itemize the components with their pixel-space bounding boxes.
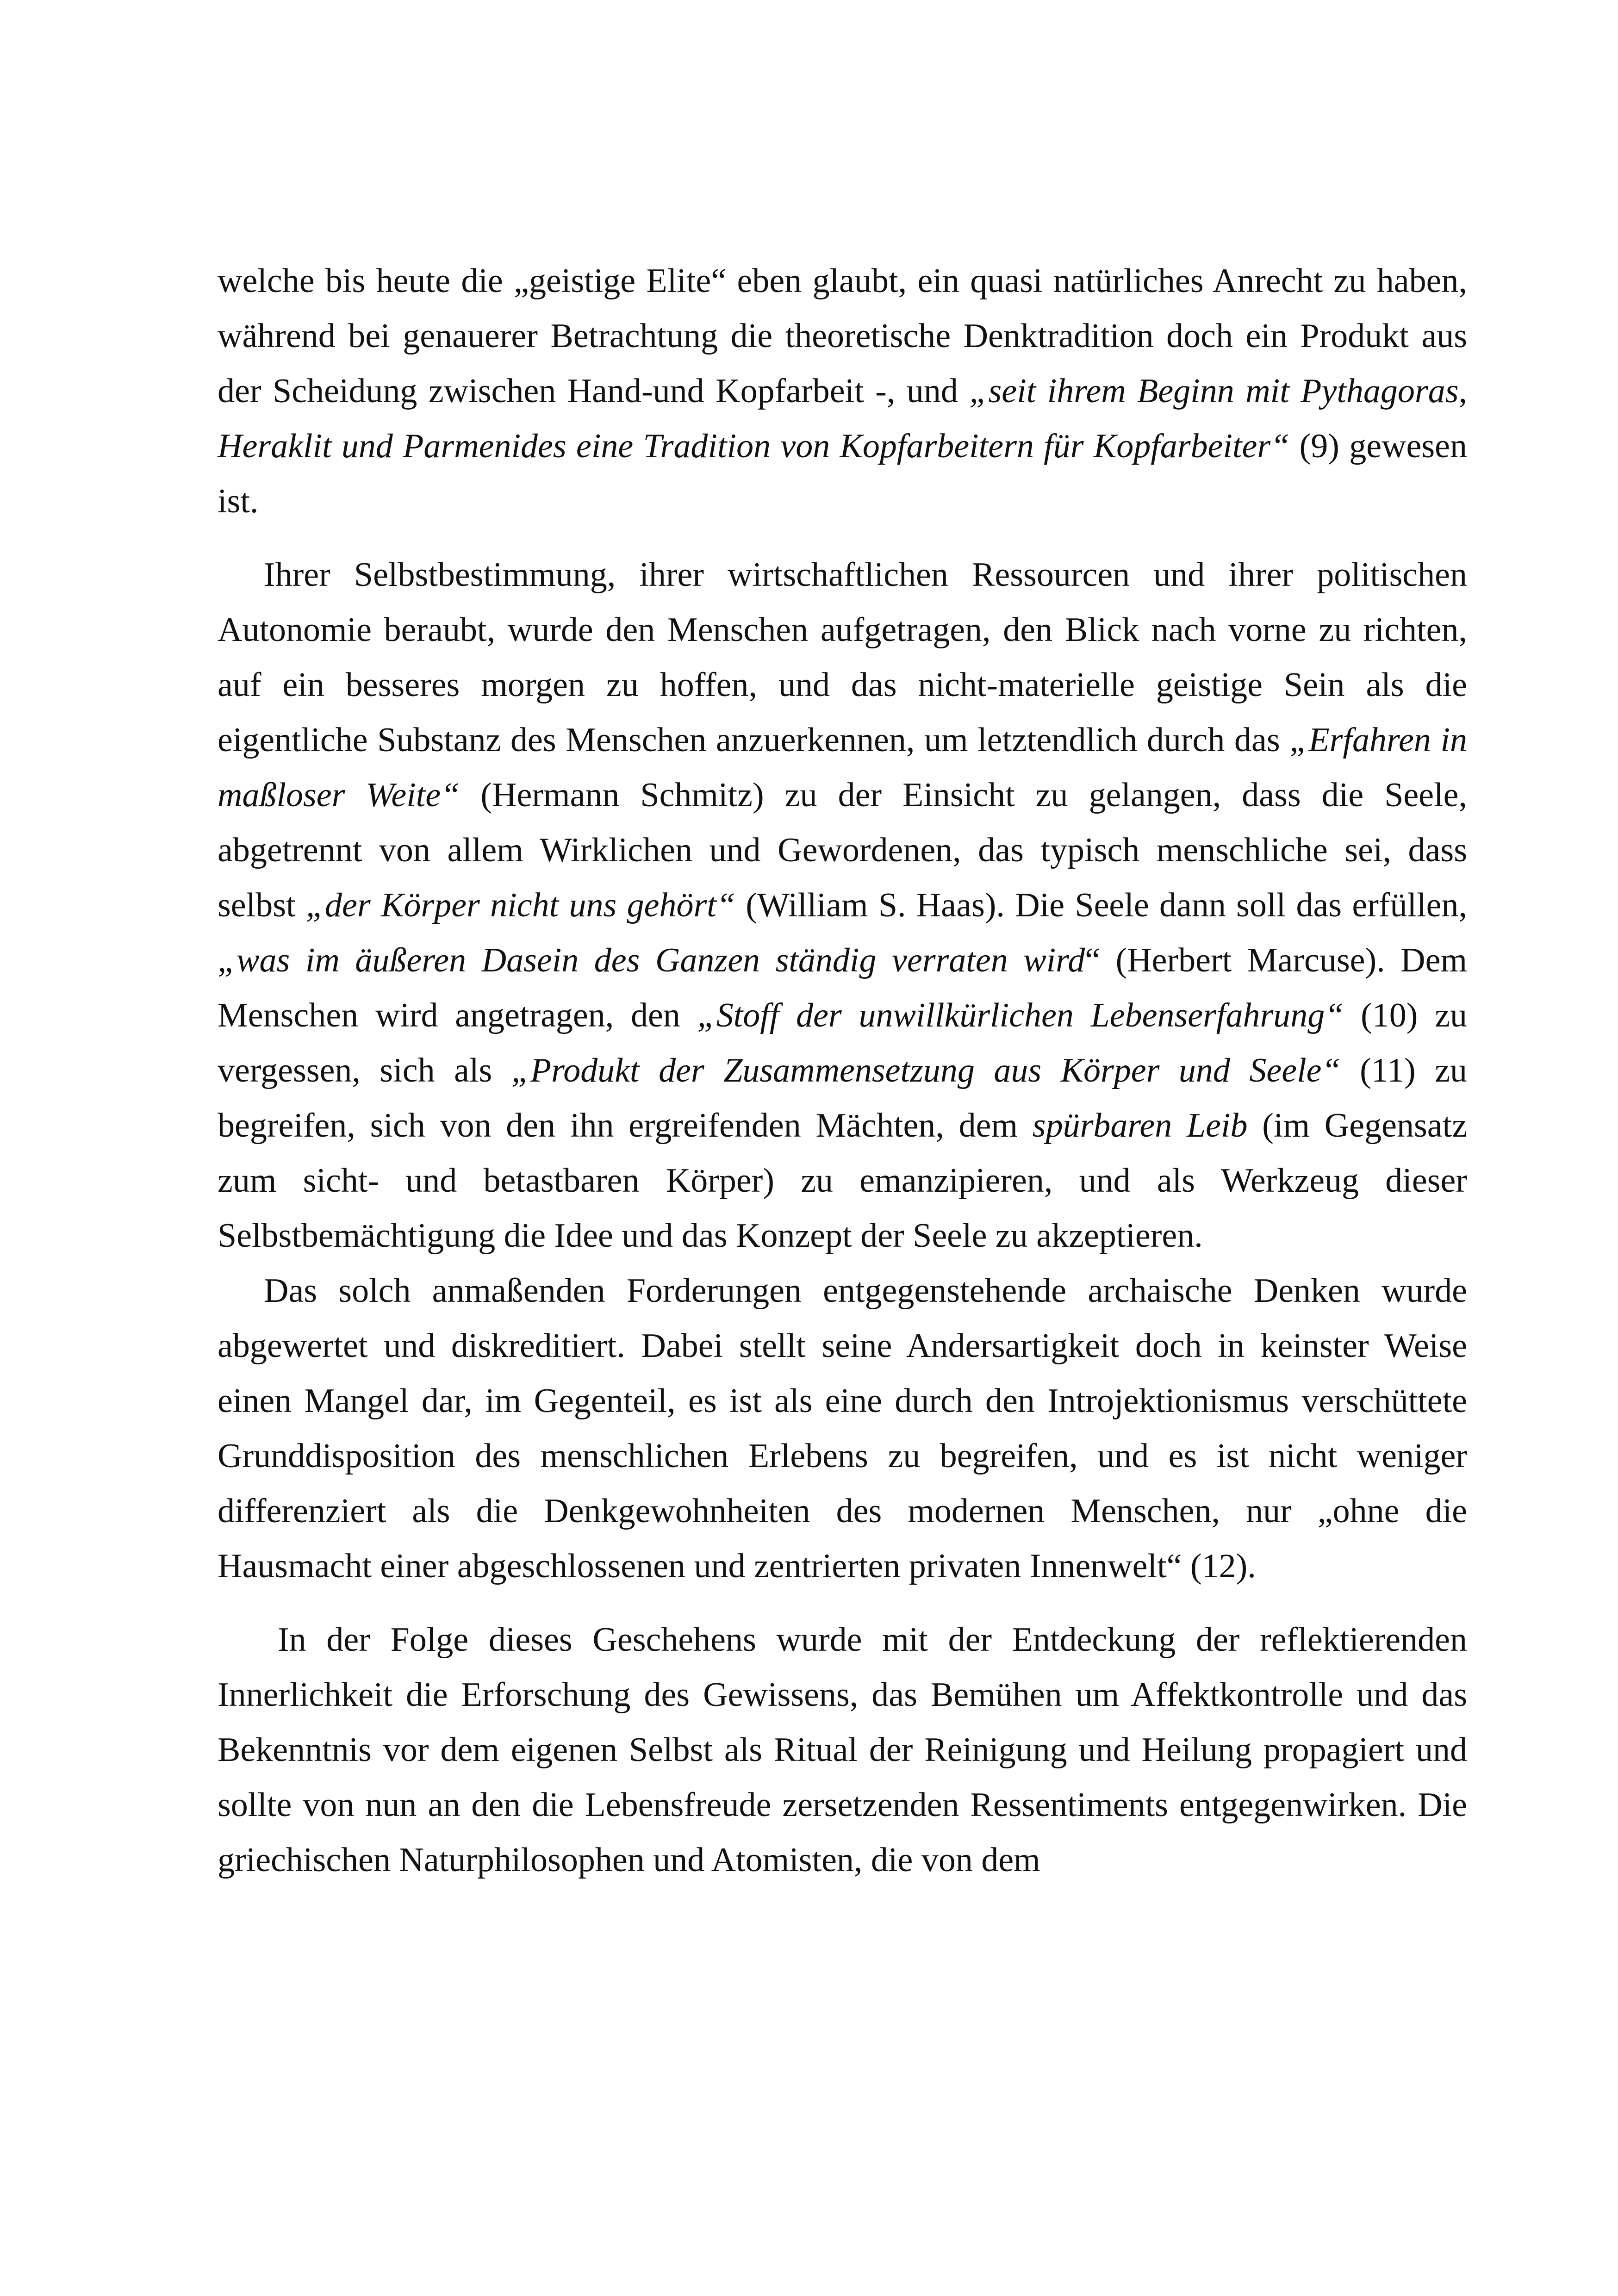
italic-quote: „was im äußeren Dasein des Ganzen ständig verraten wird [218,941,1085,979]
italic-quote: „Erfahren in maßloser Weite“ [218,721,1468,814]
text-run: (Hermann Schmitz) zu der Einsicht zu gelangen, dass die Seele, abgetrennt von allem Wirklichen und Gewordenen, das typisch menschliche sei, dass selbst [218,776,1467,924]
text-run: (William S. Haas). Die Seele dann soll das erfüllen, [735,886,1468,924]
text-run: In der Folge dieses Geschehens wurde mit der Entdeckung der reflektierenden Innerlichkeit die Erforschung des Gewissens, das Bemühen um Affektkontrolle und das Bekenntnis vor dem eigenen Selbst als Ritual der Reinigung und Heilung propagiert und sollte von nun an den die Lebensfreude zersetzenden Ressentiments entgegenwirken. Die griechischen Naturphilosophen und Atomisten, die von dem [218,1621,1467,1879]
paragraph-1 [218,254,1467,529]
italic-quote: „seit ihrem Beginn mit Pythagoras, Heraklit und Parmenides eine Tradition von Kopfarbeitern für Kopfarbeiter“ [218,372,1468,465]
text-run: (10) zu vergessen, sich als [218,996,1468,1089]
text-run: Das solch anmaßenden Forderungen entgegenstehende archaische Denken wurde abgewertet und diskreditiert. Dabei stellt seine Andersartigkeit doch in keinster Weise einen Mangel dar, im Gegenteil, es ist als eine durch den Introjektionismus verschüttete Grunddisposition des menschlichen Erlebens zu begreifen, und es ist nicht weniger differenziert als die Denkgewohnheiten des modernen Menschen, nur „ohne die Hausmacht einer abgeschlossenen und zentrierten privaten Innenwelt“ (12). [218,1272,1467,1585]
italic-quote: „der Körper nicht uns gehört“ [305,886,735,924]
italic-quote: „Stoff der unwillkürlichen Lebenserfahrung“ [697,996,1344,1034]
text-run: “ (Herbert Marcuse). Dem Menschen wird angetragen, den [218,941,1467,1034]
text-run: (11) zu begreifen, sich von den ihn ergreifenden Mächten, dem [218,1052,1468,1145]
body-text [218,254,1467,1888]
italic-term: spürbaren Leib [1032,1107,1248,1145]
text-run: welche bis heute die „geistige Elite“ eben glaubt, ein quasi natürliches Anrecht zu haben, während bei genauerer Betrachtung die theoretische Denktradition doch ein Produkt aus der Scheidung zwischen Hand-und Kopfarbeit -, und [218,262,1467,410]
paragraph-2 [218,548,1467,1263]
text-run: Ihrer Selbstbestimmung, ihrer wirtschaftlichen Ressourcen und ihrer politischen Autonomie beraubt, wurde den Menschen aufgetragen, den Blick nach vorne zu richten, auf ein besseres morgen zu hoffen, und das nicht-materielle geistige Sein als die eigentliche Substanz des Menschen anzuerkennen, um letztendlich durch das [218,556,1467,759]
paragraph-3 [218,1263,1467,1594]
text-run: (im Gegensatz zum sicht- und betastbaren Körper) zu emanzipieren, und als Werkzeug dieser Selbstbemächtigung die Idee und das Konzept der Seele zu akzeptieren. [218,1107,1467,1255]
italic-quote: „Produkt der Zusammensetzung aus Körper und Seele“ [511,1052,1341,1089]
paragraph-4 [218,1612,1467,1888]
text-run: (9) gewesen ist. [218,427,1467,520]
